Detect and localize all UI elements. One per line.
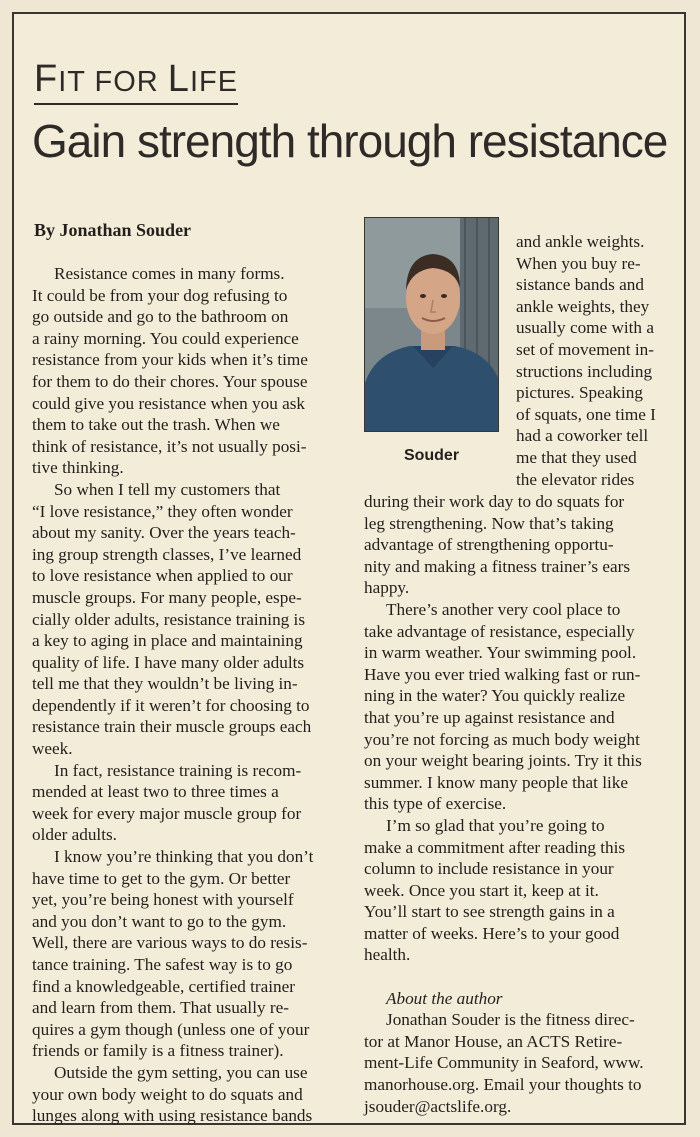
author-photo xyxy=(364,217,499,432)
newspaper-column xyxy=(12,12,686,1125)
article-column-right-narrow: and ankle weights. When you buy re- sistance bands and ankle weights, they usually come with a set of movement in- structions including pictures. Speaking of squats, one time I had a coworker tell me that they used the elevator rides xyxy=(516,232,656,489)
about-author-heading: About the author xyxy=(386,988,503,1008)
column-kicker: FIT FOR LIFE xyxy=(34,58,238,105)
photo-caption: Souder xyxy=(403,447,460,464)
author-portrait xyxy=(365,218,499,432)
spacer xyxy=(364,966,684,988)
headline: Gain strength through resistance xyxy=(32,115,668,167)
byline: By Jonathan Souder xyxy=(34,220,192,240)
article-column-right: during their work day to do squats for leg strengthening. Now that’s taking advantage of strengthening opportu- nity and making a fitness trainer’s ears happy. There’s another very cool place to take advantage of resistance, especially in warm weather. Your swimming pool. Have you ever tried walking fast or run- ning in the water? You quickly realize that you’re up against resistance and you’re not forcing as much body weight on your weight bearing joints. Try it this summer. I know many people that like this type of exercise. I’m so glad that you’re going to make a commitment after reading this column to include resistance in your week. Once you start it, keep at it. You’ll start to see strength gains in a matter of weeks. Here’s to your good health. About the author Jonathan Souder is the fitness direc- tor at Manor House, an ACTS Retire- ment-Life Community in Seaford, www. manorhouse.org. Email your thoughts to jsouder@actslife.org. xyxy=(364,491,684,1117)
article-column-left: Resistance comes in many forms. It could be from your dog refusing to go outside and go to the bathroom on a rainy morning. You could experience resistance from your kids when it’s time for them to do their chores. Your spouse could give you resistance when you ask them to take out the trash. When we think of resistance, it’s not usually posi- tive thinking. So when I tell my customers that “I love resistance,” they often wonder about my sanity. Over the years teach- ing group strength classes, I’ve learned to love resistance when applied to our muscle groups. For many people, espe- cially older adults, resistance training is a key to aging in place and maintaining quality of life. I have many older adults tell me that they wouldn’t be living in- dependently if it weren’t for choosing to resistance train their muscle groups each week. In fact, resistance training is recom- mended at least two to three times a week for every major muscle group for older adults. I know you’re thinking that you don’t have time to get to the gym. Or better yet, you’re being honest with yourself and you don’t want to go to the gym. Well, there are various ways to do resis- tance training. The safest way is to go find a knowledgeable, certified trainer and learn from them. That usually re- quires a gym though (unless one of your friends or family is a fitness trainer). Outside the gym setting, you can use your own body weight to do squats and lunges along with using resistance bands xyxy=(32,264,314,1126)
